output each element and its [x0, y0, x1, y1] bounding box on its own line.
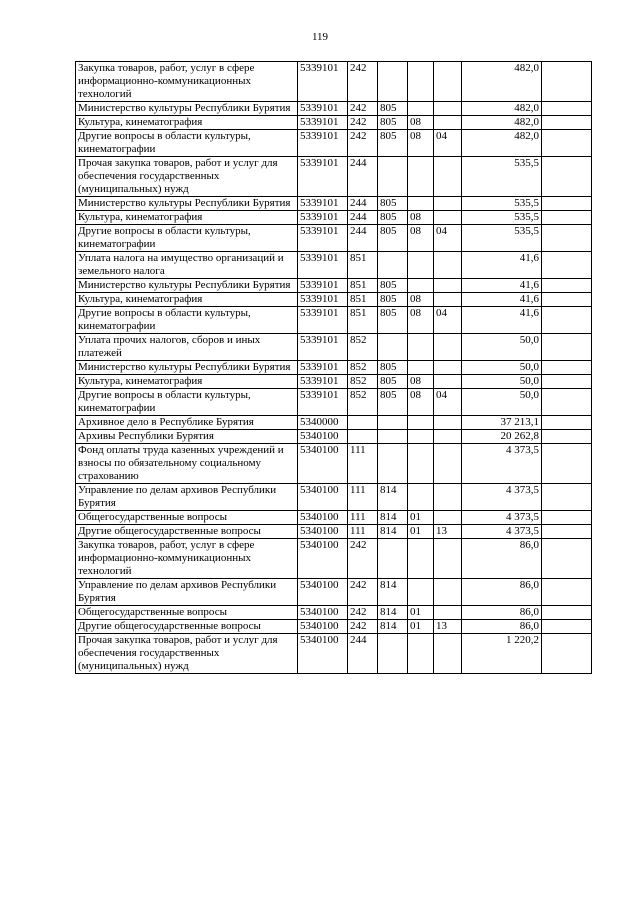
row-empty-cell [542, 361, 592, 375]
row-rz-cell [408, 430, 434, 444]
row-vr-cell: 851 [348, 252, 378, 279]
row-name-cell: Фонд оплаты труда казенных учреждений и взносы по обязательному социальному страхованию [76, 444, 298, 484]
row-name-cell: Другие вопросы в области культуры, кинематографии [76, 307, 298, 334]
row-pr-cell [434, 375, 462, 389]
row-name-cell: Культура, кинематография [76, 211, 298, 225]
row-name-cell: Архивное дело в Республике Бурятия [76, 416, 298, 430]
row-vr-cell: 242 [348, 620, 378, 634]
row-empty-cell [542, 279, 592, 293]
row-empty-cell [542, 375, 592, 389]
row-csr-cell: 5339101 [298, 211, 348, 225]
row-grbs-cell [378, 157, 408, 197]
row-grbs-cell: 814 [378, 579, 408, 606]
row-pr-cell [434, 211, 462, 225]
row-sum-cell: 482,0 [462, 116, 542, 130]
row-pr-cell [434, 416, 462, 430]
row-grbs-cell: 805 [378, 211, 408, 225]
row-name-cell: Министерство культуры Республики Бурятия [76, 361, 298, 375]
row-sum-cell: 86,0 [462, 579, 542, 606]
row-pr-cell: 04 [434, 389, 462, 416]
row-rz-cell: 08 [408, 375, 434, 389]
row-grbs-cell: 805 [378, 293, 408, 307]
page-number: 119 [311, 31, 329, 43]
row-rz-cell: 01 [408, 606, 434, 620]
row-csr-cell: 5339101 [298, 197, 348, 211]
row-pr-cell [434, 606, 462, 620]
table-row [76, 539, 592, 579]
row-name-cell: Культура, кинематография [76, 293, 298, 307]
row-csr-cell: 5339101 [298, 389, 348, 416]
table-row [76, 375, 592, 389]
row-csr-cell: 5340100 [298, 579, 348, 606]
table-row [76, 444, 592, 484]
row-rz-cell [408, 62, 434, 102]
row-name-cell: Культура, кинематография [76, 375, 298, 389]
row-name-cell: Управление по делам архивов Республики Бурятия [76, 579, 298, 606]
row-pr-cell [434, 444, 462, 484]
row-csr-cell: 5339101 [298, 279, 348, 293]
row-vr-cell: 244 [348, 634, 378, 674]
row-name-cell: Закупка товаров, работ, услуг в сфере информационно-коммуникационных технологий [76, 62, 298, 102]
row-rz-cell [408, 634, 434, 674]
row-sum-cell: 37 213,1 [462, 416, 542, 430]
row-grbs-cell [378, 62, 408, 102]
table-row [76, 389, 592, 416]
table-row [76, 293, 592, 307]
row-pr-cell [434, 279, 462, 293]
row-empty-cell [542, 430, 592, 444]
row-rz-cell [408, 157, 434, 197]
row-rz-cell: 08 [408, 293, 434, 307]
table-row [76, 634, 592, 674]
row-empty-cell [542, 225, 592, 252]
row-empty-cell [542, 511, 592, 525]
row-pr-cell [434, 334, 462, 361]
row-empty-cell [542, 525, 592, 539]
row-empty-cell [542, 334, 592, 361]
row-vr-cell: 242 [348, 102, 378, 116]
row-pr-cell [434, 539, 462, 579]
table-row [76, 197, 592, 211]
row-rz-cell [408, 539, 434, 579]
row-sum-cell: 4 373,5 [462, 525, 542, 539]
table-row [76, 430, 592, 444]
row-vr-cell: 111 [348, 484, 378, 511]
table-row [76, 484, 592, 511]
row-sum-cell: 86,0 [462, 606, 542, 620]
row-rz-cell: 08 [408, 130, 434, 157]
row-empty-cell [542, 102, 592, 116]
table-row [76, 334, 592, 361]
row-csr-cell: 5340100 [298, 620, 348, 634]
table-row [76, 307, 592, 334]
row-sum-cell: 41,6 [462, 307, 542, 334]
row-grbs-cell: 814 [378, 511, 408, 525]
row-rz-cell [408, 102, 434, 116]
row-grbs-cell: 805 [378, 389, 408, 416]
row-sum-cell: 50,0 [462, 334, 542, 361]
row-name-cell: Культура, кинематография [76, 116, 298, 130]
row-vr-cell: 852 [348, 361, 378, 375]
row-sum-cell: 482,0 [462, 130, 542, 157]
row-name-cell: Другие общегосударственные вопросы [76, 525, 298, 539]
row-pr-cell [434, 62, 462, 102]
row-empty-cell [542, 211, 592, 225]
row-empty-cell [542, 579, 592, 606]
row-rz-cell [408, 361, 434, 375]
row-sum-cell: 41,6 [462, 252, 542, 279]
row-empty-cell [542, 416, 592, 430]
row-csr-cell: 5339101 [298, 62, 348, 102]
table-row [76, 211, 592, 225]
row-name-cell: Прочая закупка товаров, работ и услуг для обеспечения государственных (муниципальных) нужд [76, 634, 298, 674]
row-vr-cell: 851 [348, 279, 378, 293]
row-pr-cell: 13 [434, 525, 462, 539]
row-pr-cell [434, 157, 462, 197]
row-sum-cell: 535,5 [462, 197, 542, 211]
row-empty-cell [542, 252, 592, 279]
row-rz-cell: 08 [408, 389, 434, 416]
row-pr-cell [434, 197, 462, 211]
row-csr-cell: 5339101 [298, 361, 348, 375]
row-csr-cell: 5339101 [298, 293, 348, 307]
table-row [76, 225, 592, 252]
row-vr-cell: 851 [348, 293, 378, 307]
row-empty-cell [542, 444, 592, 484]
table-row [76, 279, 592, 293]
row-grbs-cell: 805 [378, 375, 408, 389]
row-empty-cell [542, 62, 592, 102]
row-vr-cell: 852 [348, 389, 378, 416]
row-vr-cell: 111 [348, 511, 378, 525]
row-empty-cell [542, 606, 592, 620]
row-rz-cell: 01 [408, 511, 434, 525]
row-csr-cell: 5339101 [298, 225, 348, 252]
row-pr-cell [434, 252, 462, 279]
row-csr-cell: 5339101 [298, 102, 348, 116]
row-rz-cell [408, 444, 434, 484]
row-name-cell: Министерство культуры Республики Бурятия [76, 197, 298, 211]
row-rz-cell [408, 484, 434, 511]
table-row [76, 102, 592, 116]
row-grbs-cell: 805 [378, 116, 408, 130]
row-vr-cell: 851 [348, 307, 378, 334]
table-row [76, 416, 592, 430]
row-grbs-cell: 805 [378, 307, 408, 334]
row-grbs-cell [378, 334, 408, 361]
row-empty-cell [542, 307, 592, 334]
row-vr-cell: 242 [348, 62, 378, 102]
row-grbs-cell [378, 634, 408, 674]
row-grbs-cell [378, 539, 408, 579]
row-csr-cell: 5340100 [298, 511, 348, 525]
row-name-cell: Другие вопросы в области культуры, кинематографии [76, 130, 298, 157]
row-grbs-cell [378, 444, 408, 484]
budget-table [75, 61, 592, 674]
row-csr-cell: 5340100 [298, 606, 348, 620]
row-vr-cell: 111 [348, 444, 378, 484]
row-grbs-cell [378, 252, 408, 279]
row-rz-cell [408, 334, 434, 361]
row-grbs-cell: 805 [378, 197, 408, 211]
row-vr-cell: 242 [348, 579, 378, 606]
row-grbs-cell: 805 [378, 361, 408, 375]
row-empty-cell [542, 116, 592, 130]
row-sum-cell: 4 373,5 [462, 444, 542, 484]
row-csr-cell: 5340100 [298, 430, 348, 444]
row-sum-cell: 50,0 [462, 375, 542, 389]
row-rz-cell: 01 [408, 620, 434, 634]
row-pr-cell: 04 [434, 307, 462, 334]
row-grbs-cell [378, 430, 408, 444]
row-name-cell: Министерство культуры Республики Бурятия [76, 279, 298, 293]
row-vr-cell: 244 [348, 225, 378, 252]
row-name-cell: Уплата прочих налогов, сборов и иных платежей [76, 334, 298, 361]
row-sum-cell: 86,0 [462, 539, 542, 579]
row-empty-cell [542, 130, 592, 157]
table-row [76, 252, 592, 279]
row-grbs-cell: 805 [378, 225, 408, 252]
row-vr-cell: 852 [348, 334, 378, 361]
row-name-cell: Общегосударственные вопросы [76, 606, 298, 620]
row-csr-cell: 5339101 [298, 307, 348, 334]
row-sum-cell: 4 373,5 [462, 511, 542, 525]
row-vr-cell [348, 416, 378, 430]
row-csr-cell: 5339101 [298, 375, 348, 389]
row-name-cell: Министерство культуры Республики Бурятия [76, 102, 298, 116]
row-rz-cell: 01 [408, 525, 434, 539]
row-vr-cell: 244 [348, 211, 378, 225]
row-grbs-cell: 805 [378, 279, 408, 293]
table-row [76, 157, 592, 197]
row-name-cell: Закупка товаров, работ, услуг в сфере информационно-коммуникационных технологий [76, 539, 298, 579]
row-pr-cell [434, 102, 462, 116]
row-pr-cell [434, 511, 462, 525]
row-empty-cell [542, 293, 592, 307]
table-row [76, 62, 592, 102]
row-csr-cell: 5340100 [298, 525, 348, 539]
row-name-cell: Общегосударственные вопросы [76, 511, 298, 525]
row-pr-cell [434, 634, 462, 674]
row-csr-cell: 5340100 [298, 484, 348, 511]
row-rz-cell [408, 579, 434, 606]
row-vr-cell: 242 [348, 130, 378, 157]
row-grbs-cell [378, 416, 408, 430]
table-row [76, 511, 592, 525]
table-row [76, 525, 592, 539]
table-row [76, 116, 592, 130]
row-pr-cell: 13 [434, 620, 462, 634]
row-rz-cell [408, 279, 434, 293]
row-empty-cell [542, 484, 592, 511]
row-vr-cell: 242 [348, 539, 378, 579]
row-grbs-cell: 814 [378, 484, 408, 511]
row-pr-cell: 04 [434, 130, 462, 157]
row-name-cell: Другие общегосударственные вопросы [76, 620, 298, 634]
row-sum-cell: 86,0 [462, 620, 542, 634]
row-sum-cell: 482,0 [462, 62, 542, 102]
table-row [76, 361, 592, 375]
row-csr-cell: 5339101 [298, 130, 348, 157]
row-grbs-cell: 805 [378, 130, 408, 157]
row-csr-cell: 5339101 [298, 252, 348, 279]
row-pr-cell [434, 361, 462, 375]
table-row [76, 606, 592, 620]
row-sum-cell: 482,0 [462, 102, 542, 116]
row-rz-cell: 08 [408, 307, 434, 334]
row-empty-cell [542, 539, 592, 579]
row-rz-cell [408, 252, 434, 279]
row-vr-cell: 244 [348, 157, 378, 197]
row-vr-cell: 244 [348, 197, 378, 211]
row-rz-cell: 08 [408, 225, 434, 252]
row-pr-cell [434, 484, 462, 511]
row-sum-cell: 535,5 [462, 211, 542, 225]
row-vr-cell: 242 [348, 606, 378, 620]
row-csr-cell: 5339101 [298, 157, 348, 197]
row-grbs-cell: 814 [378, 606, 408, 620]
row-vr-cell: 242 [348, 116, 378, 130]
row-rz-cell: 08 [408, 211, 434, 225]
row-empty-cell [542, 389, 592, 416]
row-sum-cell: 41,6 [462, 293, 542, 307]
row-csr-cell: 5339101 [298, 334, 348, 361]
row-name-cell: Другие вопросы в области культуры, кинематографии [76, 225, 298, 252]
row-pr-cell [434, 116, 462, 130]
row-name-cell: Управление по делам архивов Республики Бурятия [76, 484, 298, 511]
table-row [76, 620, 592, 634]
table-row [76, 579, 592, 606]
row-sum-cell: 50,0 [462, 389, 542, 416]
row-rz-cell [408, 416, 434, 430]
row-sum-cell: 1 220,2 [462, 634, 542, 674]
row-sum-cell: 535,5 [462, 225, 542, 252]
row-grbs-cell: 805 [378, 102, 408, 116]
row-sum-cell: 20 262,8 [462, 430, 542, 444]
row-vr-cell: 111 [348, 525, 378, 539]
row-csr-cell: 5340100 [298, 539, 348, 579]
row-name-cell: Уплата налога на имущество организаций и земельного налога [76, 252, 298, 279]
row-empty-cell [542, 157, 592, 197]
row-pr-cell: 04 [434, 225, 462, 252]
row-csr-cell: 5340100 [298, 634, 348, 674]
row-pr-cell [434, 293, 462, 307]
row-rz-cell: 08 [408, 116, 434, 130]
row-empty-cell [542, 197, 592, 211]
row-name-cell: Другие вопросы в области культуры, кинематографии [76, 389, 298, 416]
row-csr-cell: 5339101 [298, 116, 348, 130]
row-vr-cell: 852 [348, 375, 378, 389]
row-sum-cell: 535,5 [462, 157, 542, 197]
row-sum-cell: 50,0 [462, 361, 542, 375]
row-pr-cell [434, 579, 462, 606]
row-sum-cell: 41,6 [462, 279, 542, 293]
row-pr-cell [434, 430, 462, 444]
row-empty-cell [542, 620, 592, 634]
row-grbs-cell: 814 [378, 525, 408, 539]
row-name-cell: Прочая закупка товаров, работ и услуг для обеспечения государственных (муниципальных) нужд [76, 157, 298, 197]
row-csr-cell: 5340000 [298, 416, 348, 430]
row-sum-cell: 4 373,5 [462, 484, 542, 511]
row-vr-cell [348, 430, 378, 444]
row-csr-cell: 5340100 [298, 444, 348, 484]
row-name-cell: Архивы Республики Бурятия [76, 430, 298, 444]
row-empty-cell [542, 634, 592, 674]
row-rz-cell [408, 197, 434, 211]
table-row [76, 130, 592, 157]
table-body [76, 62, 592, 674]
row-grbs-cell: 814 [378, 620, 408, 634]
